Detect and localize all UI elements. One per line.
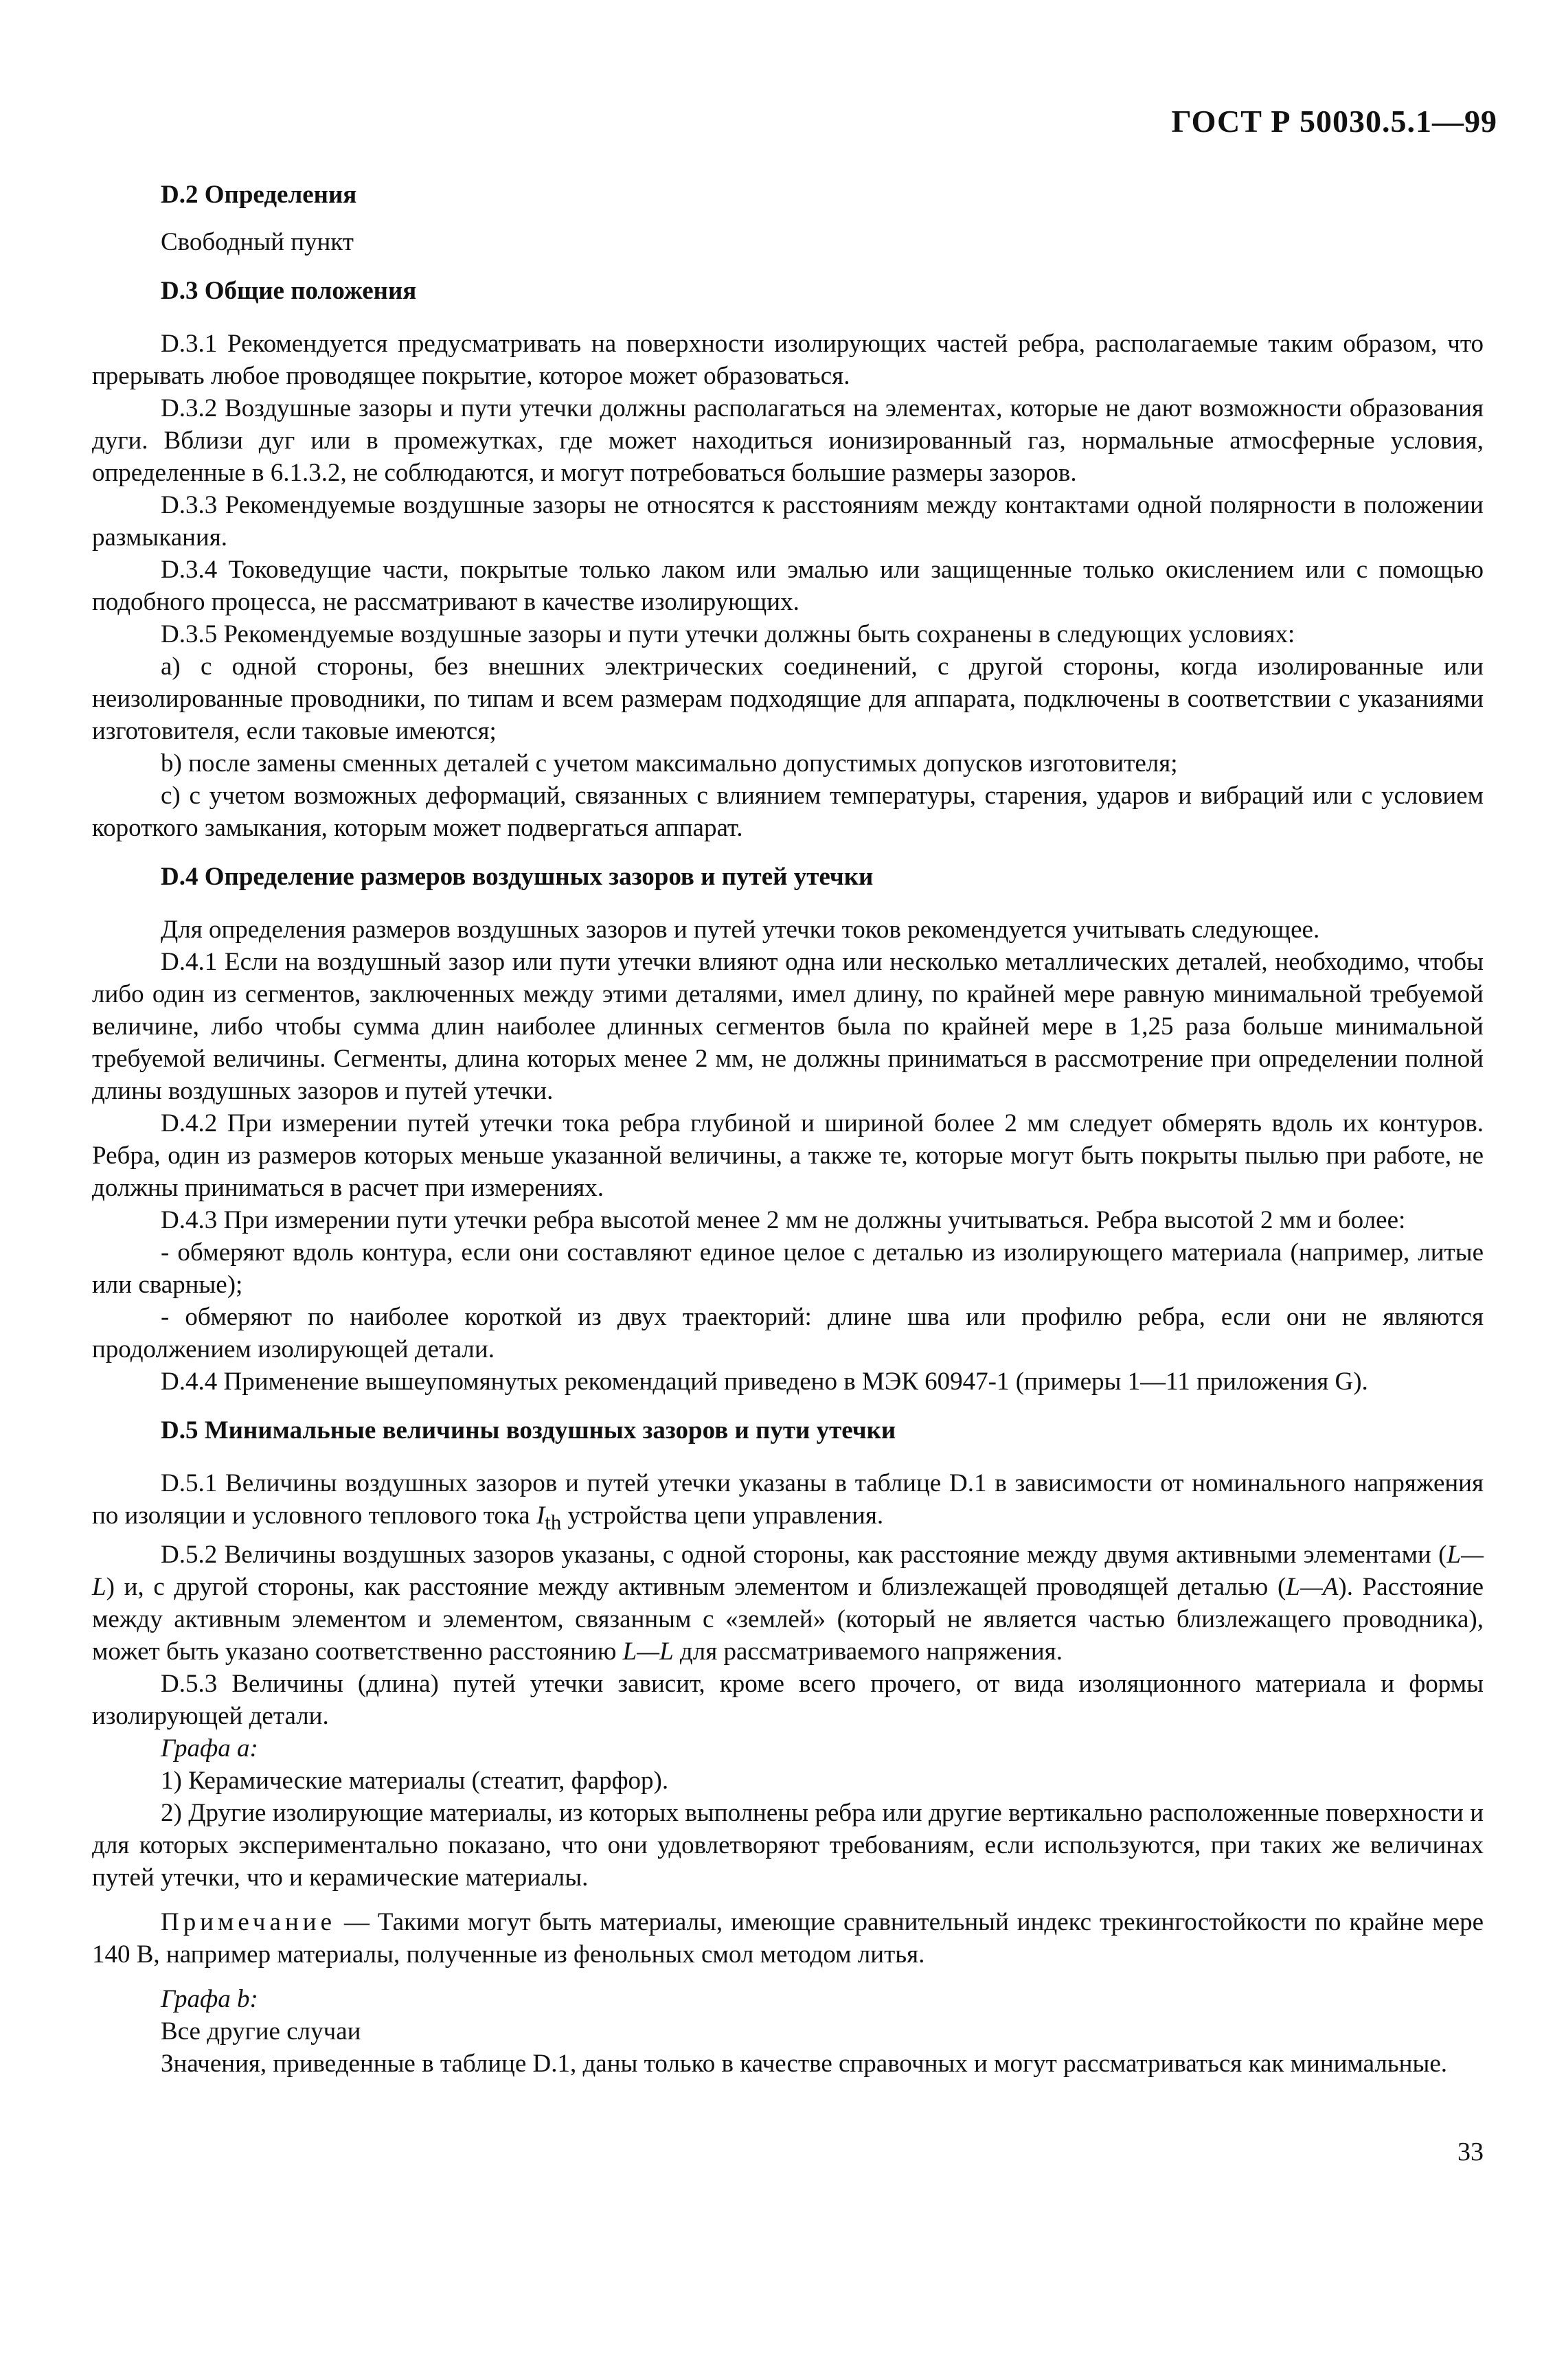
- paragraph-d3-5-a: а) с одной стороны, без внешних электрических соединений, с другой стороны, когда изолированные или неизолированные проводники, по типам и всем размерам подходящие для аппарата, подключены в соответствии с указаниями изготовителя, если таковые имеются;: [92, 653, 1484, 745]
- current-subscript: th: [545, 1510, 562, 1534]
- grafa-a-label: [92, 1732, 1484, 1765]
- grafa-b-text: Графа b:: [161, 1985, 258, 2014]
- paragraph-d4-3: D.4.3 При измерении пути утечки ребра высотой менее 2 мм не должны учитываться. Ребра высотой 2 мм и более:: [161, 1206, 1406, 1234]
- paragraph-d3-4: D.3.4 Токоведущие части, покрытые только лаком или эмалью или защищенные только окислением или с помощью подобного процесса, не рассматривают в качестве изолирующих.: [92, 556, 1484, 616]
- paragraph-d4-intro: Для определения размеров воздушных зазоров и путей утечки токов рекомендуется учитывать следующее.: [161, 916, 1320, 944]
- paragraph-d4-3-a: - обмеряют вдоль контура, если они составляют единое целое с деталью из изолирующего материала (например, литые или сварные);: [92, 1238, 1484, 1299]
- list-item-other-materials: 2) Другие изолирующие материалы, из которых выполнены ребра или другие вертикально расположенные поверхности и для которых экспериментально показано, что они удовлетворяют требованиям, если используются, при таких же величинах путей утечки, что и керамические материалы.: [92, 1799, 1484, 1892]
- paragraph-d3-5-c: с) с учетом возможных деформаций, связанных с влиянием температуры, старения, ударов и вибраций или с условием короткого замыкания, которым может подвергаться аппарат.: [92, 782, 1484, 842]
- all-other-cases: Все другие случаи: [161, 2017, 361, 2046]
- section-d5-title: D.5 Минимальные величины воздушных зазоров и пути утечки: [161, 1416, 896, 1444]
- paragraph-d4-2: D.4.2 При измерении путей утечки тока ребра глубиной и шириной более 2 мм следует обмерять вдоль их контуров. Ребра, один из размеров которых меньше указанной величины, а также те, которые могут быть покрыты пылью при работе, не должны приниматься в расчет при измерениях.: [92, 1109, 1484, 1202]
- paragraph-d5-3: D.5.3 Величины (длина) путей утечки зависит, кроме всего прочего, от вида изоляционного материала и формы изолирующей детали.: [92, 1670, 1484, 1731]
- section-d2-title: D.2 Определения: [161, 181, 357, 209]
- la-symbol: L—A: [1286, 1573, 1339, 1602]
- page-content: [92, 179, 1484, 2080]
- paragraph-d5-1: [92, 1467, 1484, 1539]
- page-number: 33: [1457, 2138, 1484, 2166]
- ll-symbol: L—L: [92, 1541, 1484, 1602]
- note-label: Примечание: [161, 1908, 336, 1937]
- document-code-header: ГОСТ Р 50030.5.1—99: [1171, 104, 1497, 139]
- grafa-b-label: [92, 1983, 1484, 2015]
- d5-2-text-c: ). Расстояние между активным элементом и элементом, связанным с «землей» (который не является частью близлежащего проводника), может быть указано соответственно расстоянию: [92, 1573, 1484, 1666]
- values-paragraph: Значения, приведенные в таблице D.1, даны только в качестве справочных и могут рассматриваться как минимальные.: [161, 2050, 1447, 2078]
- paragraph-d4-1: D.4.1 Если на воздушный зазор или пути утечки влияют одна или несколько металлических деталей, необходимо, чтобы либо один из сегментов, заключенных между этими деталями, имел длину, по крайней мере равную минимальной требуемой величине, либо чтобы сумма длин наиболее длинных сегментов была по крайней мере в 1,25 раза больше минимальной требуемой величины. Сегменты, длина которых менее 2 мм, не должны приниматься в рассмотрение при определении полной длины воздушных зазоров и путей утечки.: [92, 948, 1484, 1105]
- note-paragraph: [92, 1906, 1484, 1971]
- paragraph-d3-2: D.3.2 Воздушные зазоры и пути утечки должны располагаться на элементах, которые не дают возможности образования дуги. Вблизи дуг или в промежутках, где может находиться ионизированный газ, нормальные атмосферные условия, определенные в 6.1.3.2, не соблюдаются, и могут потребоваться большие размеры зазоров.: [92, 394, 1484, 487]
- d5-2-text-b: ) и, с другой стороны, как расстояние между активным элементом и близлежащей проводящей деталью (: [106, 1573, 1286, 1602]
- paragraph-d3-1: D.3.1 Рекомендуется предусматривать на поверхности изолирующих частей ребра, располагаемые таким образом, что прерывать любое проводящее покрытие, которое может образоваться.: [92, 330, 1484, 390]
- grafa-a-text: Графа а:: [161, 1734, 258, 1763]
- paragraph-d3-3: D.3.3 Рекомендуемые воздушные зазоры не относятся к расстояниям между контактами одной полярности в положении размыкания.: [92, 491, 1484, 552]
- paragraph-d4-3-b: - обмеряют по наиболее короткой из двух траекторий: длине шва или профилю ребра, если они не являются продолжением изолирующей детали.: [92, 1303, 1484, 1363]
- d5-1-text-pre: D.5.1 Величины воздушных зазоров и путей утечки указаны в таблице D.1 в зависимости от номинального напряжения по изоляции и условного теплового тока: [92, 1469, 1484, 1530]
- d5-2-text-a: D.5.2 Величины воздушных зазоров указаны, с одной стороны, как расстояние между двумя активными элементами (: [161, 1541, 1447, 1569]
- paragraph-d3-5: D.3.5 Рекомендуемые воздушные зазоры и пути утечки должны быть сохранены в следующих условиях:: [161, 620, 1295, 648]
- current-symbol: I: [536, 1501, 545, 1530]
- paragraph-d4-4: D.4.4 Применение вышеупомянутых рекомендаций приведено в МЭК 60947-1 (примеры 1—11 приложения G).: [161, 1368, 1368, 1396]
- paragraph-d3-5-b: b) после замены сменных деталей с учетом максимально допустимых допусков изготовителя;: [161, 749, 1178, 778]
- paragraph-d5-2: [92, 1539, 1484, 1668]
- section-d2-text: Свободный пункт: [161, 228, 354, 256]
- ll-symbol-2: L—L: [622, 1637, 674, 1666]
- list-item-ceramic: 1) Керамические материалы (стеатит, фарфор).: [161, 1767, 669, 1795]
- section-d4-title: D.4 Определение размеров воздушных зазоров и путей утечки: [161, 863, 874, 891]
- d5-2-text-d: для рассматриваемого напряжения.: [673, 1637, 1063, 1666]
- section-d3-title: D.3 Общие положения: [161, 277, 417, 305]
- d5-1-text-post: устройства цепи управления.: [561, 1501, 884, 1530]
- note-text: — Такими могут быть материалы, имеющие сравнительный индекс трекингостойкости по крайне мере 140 В, например материалы, полученные из фенольных смол методом литья.: [92, 1908, 1484, 1969]
